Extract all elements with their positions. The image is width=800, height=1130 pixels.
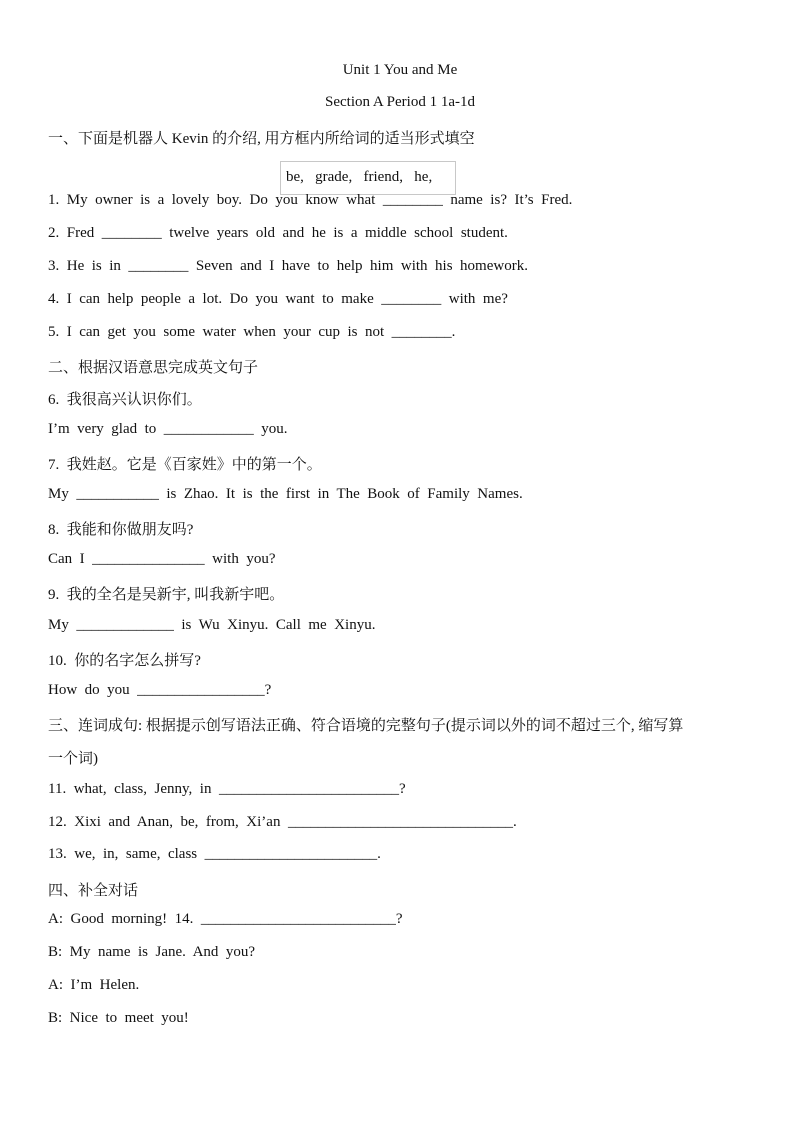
question-5: 5. I can get you some water when your cup is not ________. <box>48 324 456 340</box>
question-11: 11. what, class, Jenny, in ________________________? <box>48 781 406 797</box>
dialogue-line-4: B: Nice to meet you! <box>48 1010 189 1026</box>
question-8-english: Can I _______________ with you? <box>48 551 276 567</box>
question-9-english: My _____________ is Wu Xinyu. Call me Xinyu. <box>48 617 376 633</box>
section-title: Section A Period 1 1a-1d <box>325 94 475 110</box>
part4-heading: 四、补全对话 <box>48 883 139 899</box>
question-8-chinese: 8. 我能和你做朋友吗? <box>48 522 194 538</box>
dialogue-line-3: A: I’m Helen. <box>48 977 140 993</box>
question-4: 4. I can help people a lot. Do you want to make ________ with me? <box>48 291 508 307</box>
question-1: 1. My owner is a lovely boy. Do you know what ________ name is? It’s Fred. <box>48 192 573 208</box>
question-12: 12. Xixi and Anan, be, from, Xi’an ______________________________. <box>48 814 517 830</box>
question-7-chinese: 7. 我姓赵。它是《百家姓》中的第一个。 <box>48 457 322 473</box>
dialogue-line-1: A: Good morning! 14. __________________________? <box>48 911 403 927</box>
part3-heading-line1: 三、连词成句: 根据提示创写语法正确、符合语境的完整句子(提示词以外的词不超过三个, 缩写算 <box>48 718 684 734</box>
unit-title: Unit 1 You and Me <box>342 62 458 78</box>
question-9-chinese: 9. 我的全名是吴新宇, 叫我新宇吧。 <box>48 587 285 603</box>
question-3: 3. He is in ________ Seven and I have to help him with his homework. <box>48 258 528 274</box>
question-2: 2. Fred ________ twelve years old and he is a middle school student. <box>48 225 508 241</box>
question-10-chinese: 10. 你的名字怎么拼写? <box>48 653 201 669</box>
question-6-chinese: 6. 我很高兴认识你们。 <box>48 392 202 408</box>
part1-heading: 一、下面是机器人 Kevin 的介绍, 用方框内所给词的适当形式填空 <box>48 131 475 147</box>
part2-heading: 二、根据汉语意思完成英文句子 <box>48 360 259 376</box>
question-7-english: My ___________ is Zhao. It is the first in The Book of Family Names. <box>48 486 523 502</box>
word-box: be, grade, friend, he, <box>280 161 456 195</box>
question-6-english: I’m very glad to ____________ you. <box>48 421 288 437</box>
part3-heading-line2: 一个词) <box>48 751 98 767</box>
question-13: 13. we, in, same, class _______________________. <box>48 846 381 862</box>
dialogue-line-2: B: My name is Jane. And you? <box>48 944 256 960</box>
question-10-english: How do you _________________? <box>48 682 272 698</box>
